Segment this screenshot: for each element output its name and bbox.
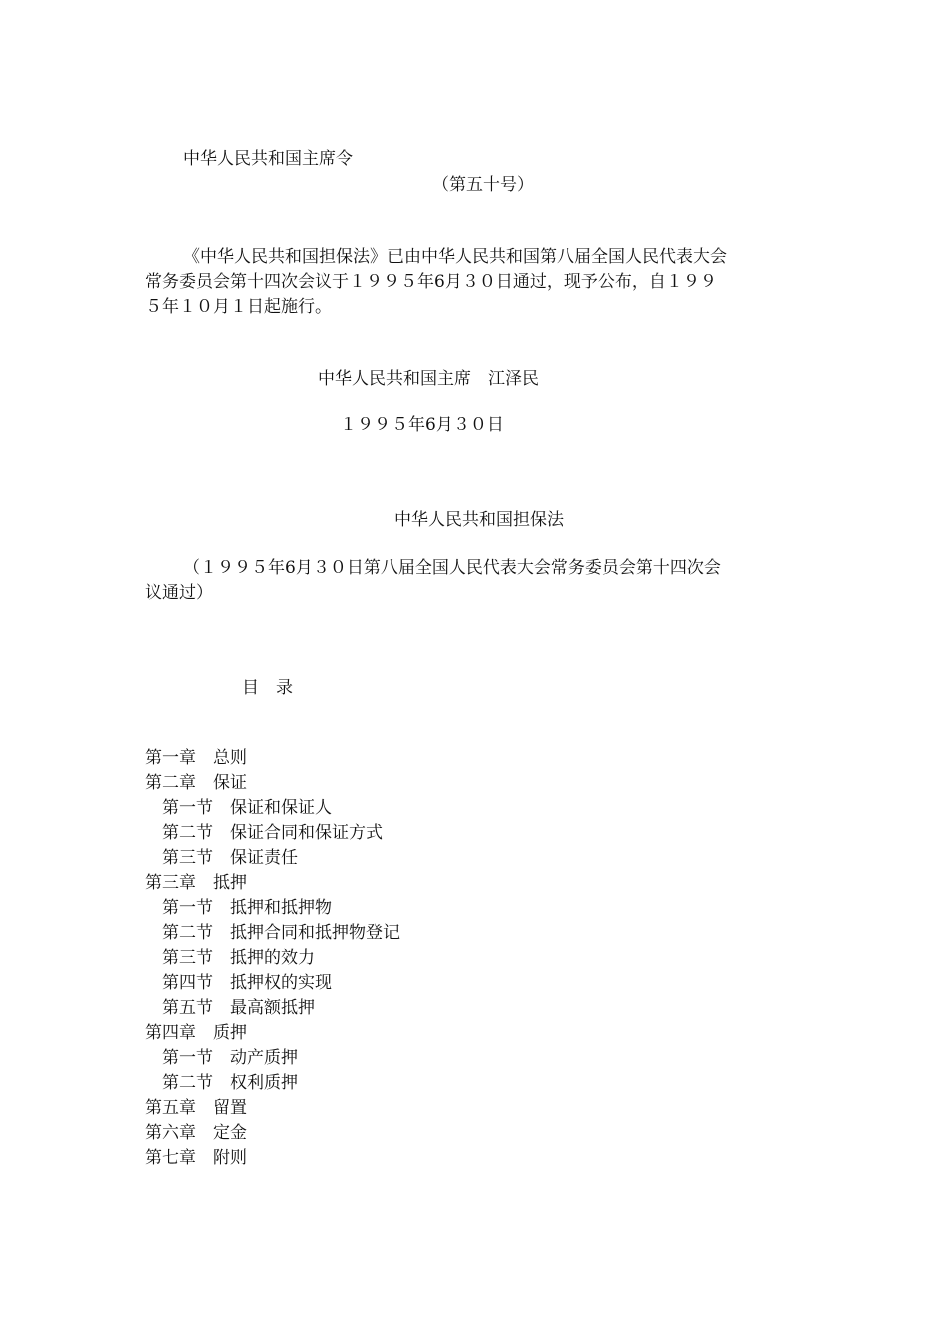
toc-section: 第一节 抵押和抵押物: [145, 898, 332, 918]
toc-section: 第三节 保证责任: [145, 848, 298, 868]
toc-chapter-5: 第五章 留置: [145, 1098, 247, 1118]
law-adopted-line-1: （１９９５年6月３０日第八届全国人民代表大会常务委员会第十四次会: [183, 558, 721, 578]
toc-section: 第二节 抵押合同和抵押物登记: [145, 923, 400, 943]
order-body-line-1: 《中华人民共和国担保法》已由中华人民共和国第八届全国人民代表大会: [183, 247, 727, 267]
order-number: （第五十号）: [432, 175, 534, 195]
order-title: 中华人民共和国主席令: [183, 149, 353, 169]
order-body-line-2: 常务委员会第十四次会议于１９９５年6月３０日通过，现予公布，自１９９: [145, 272, 717, 292]
law-adopted-line-2: 议通过）: [145, 583, 213, 603]
toc-chapter-2: 第二章 保证: [145, 773, 247, 793]
law-title: 中华人民共和国担保法: [394, 510, 564, 530]
toc-section: 第一节 动产质押: [145, 1048, 298, 1068]
toc-section: 第三节 抵押的效力: [145, 948, 315, 968]
toc-section: 第一节 保证和保证人: [145, 798, 332, 818]
order-date: １９９５年6月３０日: [340, 415, 504, 435]
toc-chapter-3: 第三章 抵押: [145, 873, 247, 893]
toc-section: 第四节 抵押权的实现: [145, 973, 332, 993]
toc-section: 第二节 权利质押: [145, 1073, 298, 1093]
toc-section: 第五节 最高额抵押: [145, 998, 315, 1018]
toc-chapter-6: 第六章 定金: [145, 1123, 247, 1143]
order-body-line-3: ５年１０月１日起施行。: [145, 297, 332, 317]
toc-chapter-7: 第七章 附则: [145, 1148, 247, 1168]
toc-chapter-1: 第一章 总则: [145, 748, 247, 768]
toc-section: 第二节 保证合同和保证方式: [145, 823, 383, 843]
order-signature: 中华人民共和国主席 江泽民: [318, 369, 539, 389]
toc-heading: 目 录: [242, 678, 293, 698]
toc-chapter-4: 第四章 质押: [145, 1023, 247, 1043]
